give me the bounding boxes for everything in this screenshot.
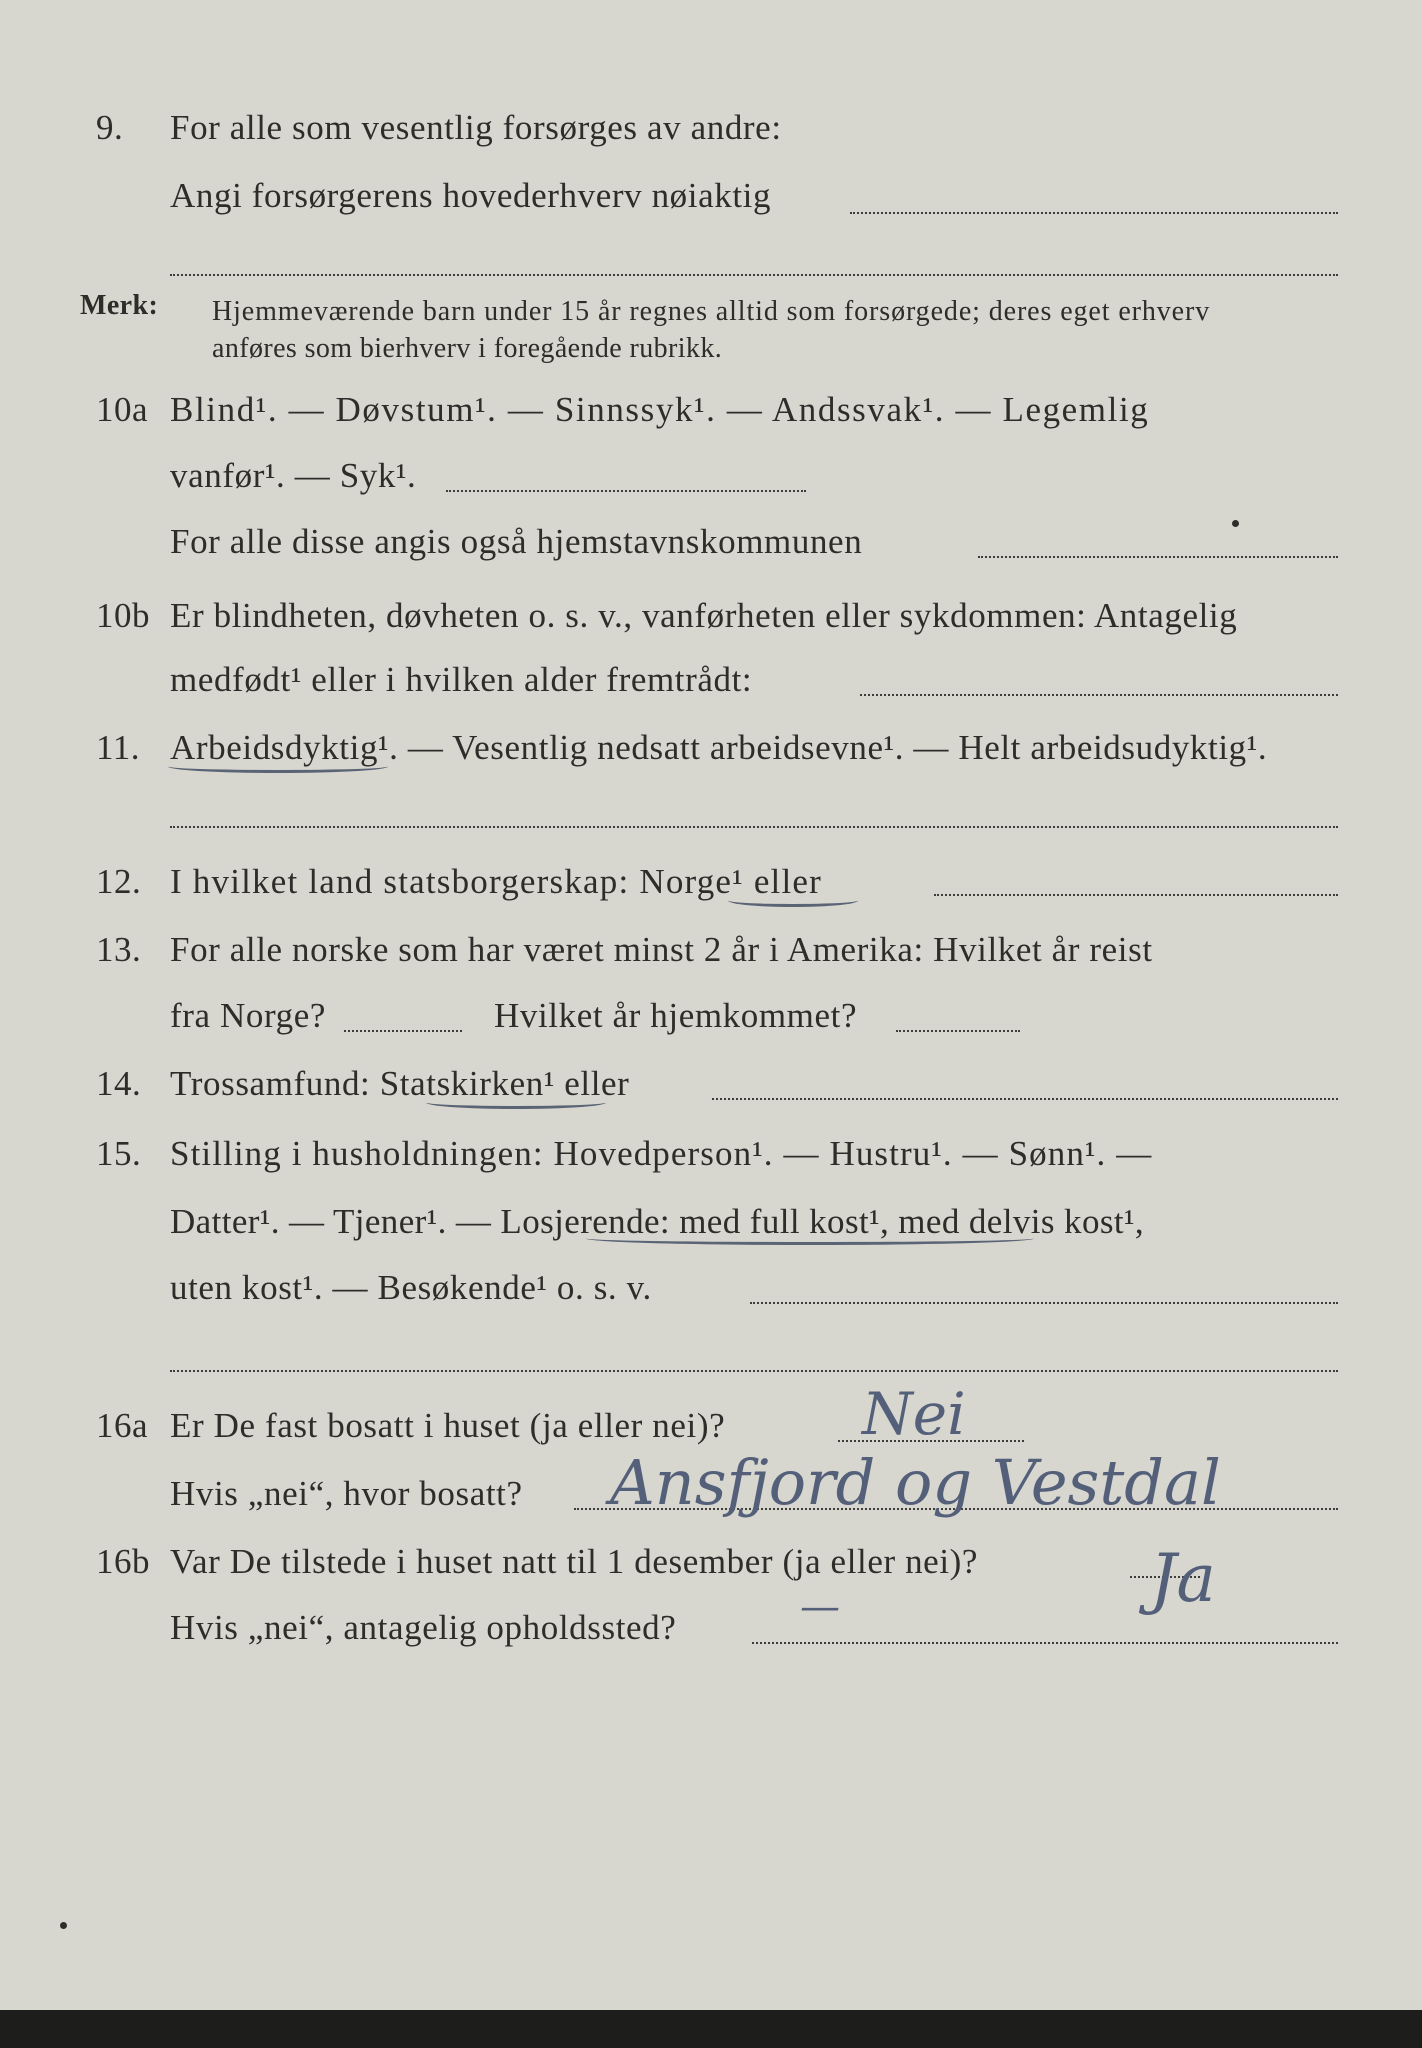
question-text: For alle disse angis også hjemstavnskommunen (170, 522, 863, 561)
answer-line (170, 1370, 1338, 1372)
note-text: anføres som bierhverv i foregående rubrikk. (212, 333, 723, 364)
question-number: 10a (96, 390, 149, 429)
question-text: Trossamfund: Statskirken¹ eller (170, 1064, 630, 1103)
question-number: 14. (96, 1064, 142, 1103)
handwritten-underline (168, 760, 388, 773)
question-text: Hvis „nei“, hvor bosatt? (170, 1474, 523, 1513)
question-text: Hvilket år hjemkommet? (494, 996, 858, 1035)
answer-line (934, 894, 1338, 896)
question-text: Datter¹. — Tjener¹. — Losjerende: med full kost¹, med delvis kost¹, (170, 1202, 1145, 1241)
handwritten-underline (728, 894, 858, 907)
handwritten-underline (426, 1096, 606, 1109)
question-text: fra Norge? (170, 996, 326, 1035)
answer-line (850, 212, 1338, 214)
question-text: Er blindheten, døvheten o. s. v., vanførheten eller sykdommen: Antagelig (170, 596, 1238, 635)
note-label: Merk: (80, 290, 159, 321)
question-number: 12. (96, 862, 142, 901)
handwritten-answer: Ja (1150, 1540, 1216, 1617)
question-text: For alle norske som har været minst 2 år i Amerika: Hvilket år reist (170, 930, 1153, 969)
question-number: 16a (96, 1406, 149, 1445)
question-number: 9. (96, 108, 124, 147)
ink-speck (1232, 520, 1239, 527)
question-number: 15. (96, 1134, 142, 1173)
handwritten-answer: — (800, 1584, 840, 1630)
question-text: Arbeidsdyktig¹. — Vesentlig nedsatt arbeidsevne¹. — Helt arbeidsudyktig¹. (170, 728, 1268, 767)
answer-line (860, 694, 1338, 696)
ink-speck (60, 1922, 67, 1929)
answer-line (170, 826, 1338, 828)
handwritten-answer: Ansfjord og Vestdal (610, 1446, 1221, 1519)
answer-line (712, 1098, 1338, 1100)
question-number: 13. (96, 930, 142, 969)
handwritten-answer: Nei (862, 1380, 966, 1448)
answer-line (344, 1030, 462, 1032)
question-text: Hvis „nei“, antagelig opholdssted? (170, 1608, 677, 1647)
note-text: Hjemmeværende barn under 15 år regnes alltid som forsørgede; deres eget erhverv (212, 296, 1211, 327)
handwritten-underline (586, 1232, 1034, 1245)
question-text: I hvilket land statsborgerskap: Norge¹ eller (170, 862, 822, 901)
question-text: Blind¹. — Døvstum¹. — Sinnssyk¹. — Andssvak¹. — Legemlig (170, 390, 1150, 429)
answer-line (170, 274, 1338, 276)
question-number: 11. (96, 728, 140, 767)
question-number: 10b (96, 596, 150, 635)
question-text: Angi forsørgerens hovederhverv nøiaktig (170, 176, 772, 215)
question-text: Stilling i husholdningen: Hovedperson¹. — Hustru¹. — Sønn¹. — (170, 1134, 1153, 1173)
question-number: 16b (96, 1542, 150, 1581)
question-text: vanfør¹. — Syk¹. (170, 456, 417, 495)
answer-line (978, 556, 1338, 558)
question-text: uten kost¹. — Besøkende¹ o. s. v. (170, 1268, 652, 1307)
answer-line (752, 1642, 1338, 1644)
page-edge (0, 2010, 1422, 2048)
question-text: medfødt¹ eller i hvilken alder fremtrådt: (170, 660, 753, 699)
question-text: Er De fast bosatt i huset (ja eller nei)? (170, 1406, 726, 1445)
question-text: Var De tilstede i huset natt til 1 desember (ja eller nei)? (170, 1542, 979, 1581)
answer-line (750, 1302, 1338, 1304)
answer-line (446, 490, 806, 492)
answer-line (896, 1030, 1020, 1032)
question-text: For alle som vesentlig forsørges av andre: (170, 108, 782, 147)
